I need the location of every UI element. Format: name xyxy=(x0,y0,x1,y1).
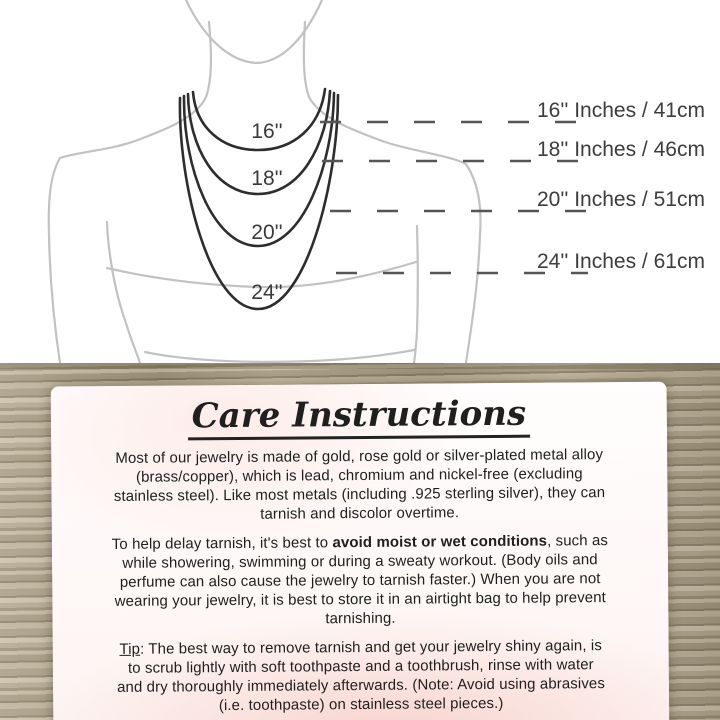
figure-right-inner-arm xyxy=(414,226,418,363)
chain-label-18: 18'' xyxy=(251,167,283,190)
size-label-16: 16'' Inches / 41cm xyxy=(537,99,705,122)
care-card-title: Care Instructions xyxy=(73,394,645,442)
wood-background xyxy=(0,363,720,720)
care-paragraph-1: Most of our jewelry is made of gold, rose gold or silver-plated metal alloy (brass/copper), which is lead, chromium and nickel-free (excluding stainless steel). Like most metals (including .925 sterling silver), they can tarnish and discolor overtime. xyxy=(113,446,606,523)
chain-label-24: 24'' xyxy=(251,281,283,304)
size-label-24: 24'' Inches / 61cm xyxy=(537,250,705,273)
care-card-paragraphs xyxy=(73,445,647,716)
figure-left-neck-shoulder-arm xyxy=(49,22,211,363)
size-label-20: 20'' Inches / 51cm xyxy=(537,188,705,211)
size-label-18: 18'' Inches / 46cm xyxy=(537,138,705,161)
figure-left-inner-arm xyxy=(107,222,140,363)
figure-right-neck-shoulder-arm xyxy=(304,22,481,363)
care-paragraph-2: To help delay tarnish, it's best to avoid moist or wet conditions, such as while showering, swimming or during a sweaty workout. (Body oils and perfume can also cause the jewelry to tarnish faster.) When you are not wearing your jewelry, it is best to store it in an airtight bag to help prevent tarnishing. xyxy=(111,532,609,628)
care-card xyxy=(51,382,670,720)
figure-chin-outline xyxy=(186,0,322,63)
care-card-content xyxy=(51,382,670,717)
chain-label-16: 16'' xyxy=(251,120,283,143)
care-paragraph-3: Tip: The best way to remove tarnish and get your jewelry shiny again, is to scrub lightly with soft toothpaste and a toothbrush, rinse with water and dry thoroughly immediately afterwards. (Note: Avoid using abrasives (i.e. toothpaste) on stainless steel pieces.) xyxy=(116,637,606,715)
figure-bust-bottom-curve xyxy=(145,350,414,362)
chain-label-20: 20'' xyxy=(251,221,283,244)
